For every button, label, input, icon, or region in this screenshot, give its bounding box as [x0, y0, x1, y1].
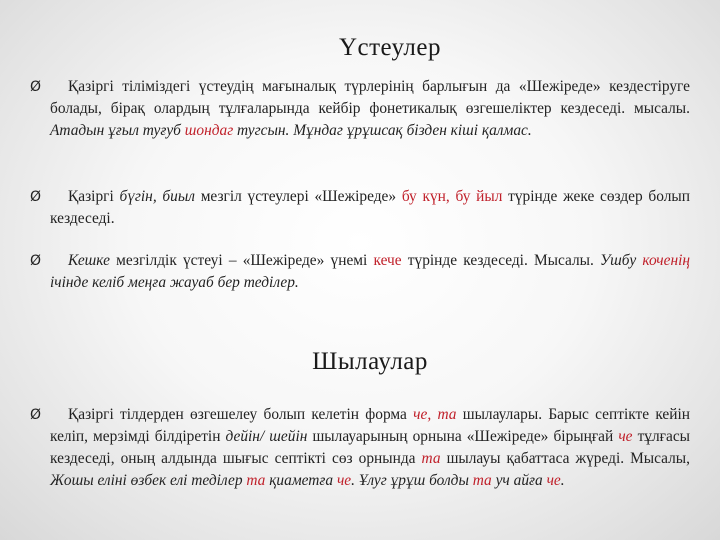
- text-run: Қазіргі тіліміздегі үстеудің мағыналық түрлерінің барлығын да «Шежіреде» кездестіруге болады, бірақ олардың тұлғаларында кейбір фонетикалық өзгешеліктер кездеседі. мысалы.: [50, 78, 690, 117]
- example-highlight: шондаг: [184, 122, 234, 139]
- example-highlight: че: [336, 472, 352, 489]
- slide-title-adverbs: Үстеулер: [338, 34, 442, 61]
- bullet-text: [50, 250, 690, 294]
- example-italic: тугсын.: [233, 122, 294, 139]
- text-run: мезгіл үстеулері «Шежіреде»: [194, 188, 402, 205]
- example-italic: ічінде келіб меңға жауаб бер теділер.: [50, 274, 299, 291]
- example-highlight: та: [421, 450, 441, 467]
- arrow-bullet-icon: Ø: [30, 189, 42, 205]
- example-italic: ұрұшсақ бізден кіші қалмас.: [342, 122, 532, 139]
- example-italic: уч айға: [491, 472, 547, 489]
- example-highlight: та: [246, 472, 266, 489]
- slide-title-particles: Шылаулар: [312, 348, 428, 375]
- example-highlight: та: [472, 472, 492, 489]
- example-highlight: че: [546, 472, 561, 489]
- example-italic: Мұндаг: [293, 122, 343, 139]
- text-run: тұлғасы кездеседі, оның алдында шығыс септікті сөз орнында: [50, 428, 690, 467]
- bullet-adverb-forms: [30, 76, 690, 142]
- arrow-bullet-icon: Ø: [30, 253, 42, 269]
- arrow-bullet-icon: Ø: [30, 79, 42, 95]
- text-run: шылаулары. Барыс септікте кейін келіп, мерзімді білдіретін: [50, 406, 690, 445]
- arrow-bullet-icon: Ø: [30, 407, 42, 423]
- text-run: түрінде кездеседі. Мысалы.: [401, 252, 601, 269]
- example-italic: Кешке: [68, 252, 110, 269]
- example-highlight: бу күн, бу йыл: [401, 188, 503, 205]
- bullet-particles: [30, 404, 690, 492]
- bullet-evening-adverb: [30, 250, 690, 294]
- example-italic: бүгін, биыл: [119, 188, 195, 205]
- text-run: түрінде жеке сөздер болып кездеседі.: [50, 188, 691, 227]
- example-italic: Жошы еліні өзбек елі теділер: [50, 472, 247, 489]
- example-italic: .: [560, 472, 565, 489]
- text-run: шылауы қабаттаса жүреді. Мысалы,: [440, 450, 690, 467]
- example-italic: Ушбу: [600, 252, 643, 269]
- bullet-time-adverbs: [30, 186, 690, 230]
- text-run: Қазіргі: [68, 188, 120, 205]
- example-italic: Атадын ұғыл туғуб: [50, 122, 185, 139]
- example-highlight: коченің: [642, 252, 690, 269]
- bullet-text: [50, 186, 690, 230]
- bullet-text: [50, 404, 690, 492]
- example-highlight: че: [618, 428, 633, 445]
- text-run: шылауарының орнына «Шежіреде» бірыңғай: [307, 428, 619, 445]
- example-italic: қиаметға: [265, 472, 337, 489]
- example-highlight: кече: [373, 252, 402, 269]
- example-highlight: че, та: [413, 406, 457, 423]
- text-run: мезгілдік үстеуі – «Шежіреде» үнемі: [109, 252, 374, 269]
- example-italic: . Ұлуг ұрұш болды: [351, 472, 473, 489]
- example-italic: дейін/ шейін: [225, 428, 308, 445]
- bullet-text: [50, 76, 690, 142]
- text-run: Қазіргі тілдерден өзгешелеу болып келетін форма: [68, 406, 414, 423]
